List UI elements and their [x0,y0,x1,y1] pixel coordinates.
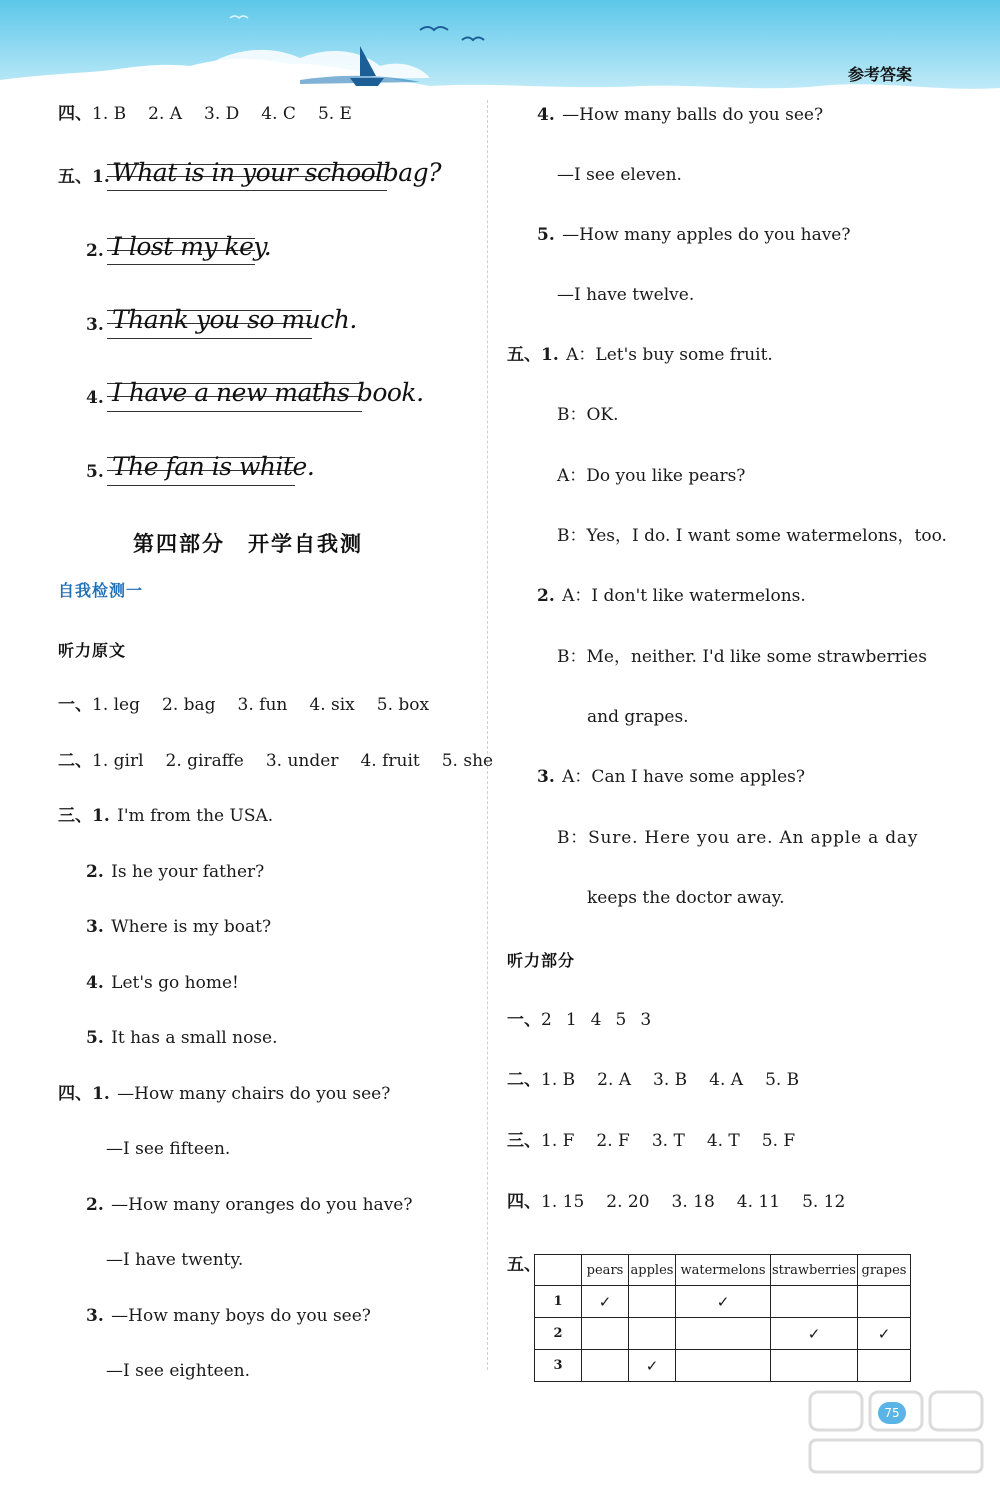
handwritten-sentence: Thank you so much. [112,305,357,334]
section-prefix: 四、 [58,104,92,124]
question-line [86,1305,371,1327]
handwriting-label-1 [58,166,112,188]
answer-item: 5. F [761,1131,796,1151]
item-number: 3. [537,767,555,787]
item-number: 2. [86,1195,104,1215]
self-test-title: 自我检测一 [58,581,144,600]
sentence-text: I'm from the USA. [117,806,274,826]
answer-row-p-si [507,1191,845,1213]
handwriting-label-4 [86,387,106,409]
answer-item: 4. 11 [736,1192,781,1212]
answer-item: 2. giraffe [165,751,244,771]
section-prefix: 四、 [58,1084,92,1104]
check-cell: ✓ [629,1350,676,1382]
question-line [58,1083,390,1105]
table-header-cell: pears [582,1255,629,1286]
answer-line: —I see fifteen. [106,1139,231,1159]
check-cell [676,1350,771,1382]
answer-item: 3. T [651,1131,685,1151]
check-cell [771,1286,858,1318]
item-number: 1. [541,345,559,365]
section-prefix: 一、 [507,1010,541,1030]
sentence-line [86,972,239,994]
answer-item: 4. T [706,1131,740,1151]
table-row [535,1318,911,1350]
dialogue-line [537,766,805,788]
item-number: 4. [537,105,555,125]
answer-line: —I see eleven. [557,165,682,185]
item-number: 1. [92,806,110,826]
item-number: 5. [537,225,555,245]
item-number: 2. [86,241,104,261]
watermark-logo [802,1386,992,1481]
table-header-cell: grapes [858,1255,911,1286]
answer-table [534,1254,911,1382]
answer-item: 2. 20 [606,1192,650,1212]
column-divider [487,100,488,1370]
answer-item: 2. A [148,104,183,124]
item-number: 2. [86,862,104,882]
answer-item: 1. girl [92,751,144,771]
handwriting-label-2 [86,240,106,262]
writing-line [107,190,387,191]
question-line [537,104,823,126]
answer-item: 2 [541,1010,552,1030]
question-text: —How many chairs do you see? [117,1084,391,1104]
dialogue-line: keeps the doctor away. [587,888,785,908]
check-cell [629,1286,676,1318]
answer-item: 1 [565,1010,577,1030]
section-prefix: 四、 [507,1192,541,1212]
answer-item: 1. 15 [541,1192,585,1212]
answer-row-si [58,103,352,125]
question-line [537,224,850,246]
table-header-cell: strawberries [771,1255,858,1286]
item-number: 3. [86,917,104,937]
item-number: 5. [86,1028,104,1048]
dialogue-text: A：Can I have some apples? [562,767,805,787]
check-cell: ✓ [582,1286,629,1318]
dialogue-line [507,344,773,366]
item-number: 3. [86,1306,104,1326]
sentence-text: It has a small nose. [111,1028,278,1048]
row-label: 3 [535,1350,582,1382]
dialogue-line: B：Sure. Here you are. An apple a day [557,828,919,848]
answer-item: 2. F [596,1131,630,1151]
table-row [535,1350,911,1382]
handwritten-sentence: The fan is white. [112,452,315,481]
row-label: 2 [535,1318,582,1350]
dialogue-line: B：Yes，I do. I want some watermelons，too. [557,526,947,546]
answer-item: 1. leg [92,695,141,715]
check-cell [771,1350,858,1382]
item-number: 1. [92,1084,110,1104]
section-prefix: 三、 [507,1131,541,1151]
answer-line: —I have twelve. [557,285,695,305]
sentence-line [86,916,271,938]
answer-item: 5. E [317,104,352,124]
writing-line [107,411,362,412]
dialogue-line [537,585,806,607]
listening-text-title: 听力原文 [58,641,127,660]
answer-row-yi [58,694,429,716]
answer-item: 3. under [265,751,339,771]
writing-line [107,338,312,339]
page-number: 75 [878,1402,906,1424]
answer-item: 2. A [597,1070,632,1090]
dialogue-line: B：OK. [557,405,619,425]
answer-item: 3. 18 [671,1192,715,1212]
check-cell: ✓ [676,1286,771,1318]
answer-row-p-yi [507,1009,651,1031]
dialogue-text: A：Let's buy some fruit. [566,345,773,365]
answer-item: 4 [590,1010,602,1030]
question-text: —How many boys do you see? [111,1306,371,1326]
table-row [535,1286,911,1318]
answer-item: 1. F [541,1131,575,1151]
dialogue-line: A：Do you like pears? [557,466,746,486]
writing-line [107,264,255,265]
item-number: 5. [86,462,104,482]
answer-item: 4. C [261,104,296,124]
sentence-line [86,1027,278,1049]
table-header-cell [535,1255,582,1286]
item-number: 4. [86,388,104,408]
handwritten-sentence: I have a new maths book. [112,378,424,407]
answer-item: 3. D [204,104,240,124]
answer-row-p-san [507,1130,795,1152]
answer-item: 1. B [92,104,127,124]
answer-row-p-er [507,1069,799,1091]
question-text: —How many oranges do you have? [111,1195,413,1215]
answer-item: 2. bag [162,695,216,715]
check-cell [582,1318,629,1350]
row-label: 1 [535,1286,582,1318]
answer-item: 3. B [653,1070,688,1090]
check-cell [629,1318,676,1350]
section-prefix: 二、 [58,751,92,771]
item-number: 2. [537,586,555,606]
section-prefix: 五、 [507,1255,541,1275]
answer-item: 5 [615,1010,627,1030]
item-number: 4. [86,973,104,993]
check-cell [676,1318,771,1350]
answer-line: —I see eighteen. [106,1361,251,1381]
answer-item: 4. fruit [360,751,420,771]
answer-item: 5. 12 [802,1192,846,1212]
check-cell [858,1286,911,1318]
answer-item: 5. B [765,1070,800,1090]
handwritten-sentence: What is in your schoolbag? [112,158,442,187]
listening-part-title: 听力部分 [507,951,576,970]
question-text: —How many balls do you see? [562,105,824,125]
check-cell [582,1350,629,1382]
item-number: 3. [86,315,104,335]
table-header-cell: watermelons [676,1255,771,1286]
answer-item: 4. six [309,695,355,715]
check-cell: ✓ [858,1318,911,1350]
section-prefix: 五、 [507,345,541,365]
handwriting-label-5 [86,461,106,483]
section-title: 第四部分 开学自我测 [133,532,363,556]
check-cell: ✓ [771,1318,858,1350]
sentence-line [86,861,264,883]
answer-item: 3. fun [237,695,288,715]
dialogue-line: B：Me，neither. I'd like some strawberries [557,647,927,667]
sentence-line [58,805,273,827]
answer-row-er [58,750,493,772]
answer-item: 5. she [441,751,494,771]
table-header-cell: apples [629,1255,676,1286]
writing-line [107,485,295,486]
sentence-text: Is he your father? [111,862,265,882]
handwriting-label-3 [86,314,106,336]
dialogue-line: and grapes. [587,707,689,727]
handwritten-sentence: I lost my key. [112,232,272,261]
item-number: 1. [92,167,110,187]
answer-item: 1. B [541,1070,576,1090]
sentence-text: Where is my boat? [111,917,272,937]
table-header-row [535,1255,911,1286]
section-prefix: 五、 [58,167,92,187]
dialogue-text: A：I don't like watermelons. [562,586,806,606]
sentence-text: Let's go home! [111,973,239,993]
answer-line: —I have twenty. [106,1250,244,1270]
answer-item: 3 [640,1010,652,1030]
question-text: —How many apples do you have? [562,225,851,245]
answer-item: 4. A [709,1070,744,1090]
section-prefix: 二、 [507,1070,541,1090]
check-cell [858,1350,911,1382]
question-line [86,1194,412,1216]
section-prefix: 一、 [58,695,92,715]
header-label: 参考答案 [847,65,912,84]
answer-item: 5. box [376,695,430,715]
section-prefix: 三、 [58,806,92,826]
